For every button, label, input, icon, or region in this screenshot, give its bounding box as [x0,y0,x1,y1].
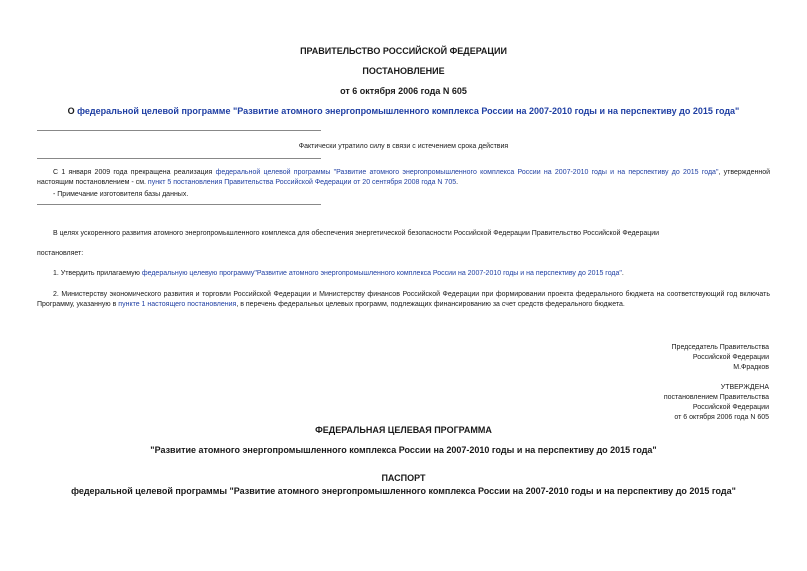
divider [37,204,321,205]
item-2 [37,290,770,310]
program-heading: ФЕДЕРАЛЬНАЯ ЦЕЛЕВАЯ ПРОГРАММА [315,425,492,435]
approval-line: от 6 октября 2006 года N 605 [674,414,769,421]
program-name: "Развитие атомного энергопромышленного комплекса России на 2007-2010 годы и на перспективу до 2015 года" [150,445,657,455]
passport-heading: ПАСПОРТ [381,473,426,483]
signature-line: Российской Федерации [692,354,769,361]
doc-type-heading: ПОСТАНОВЛЕНИЕ [362,66,445,76]
item-2-end: , в перечень федеральных целевых программ, подлежащих финансированию за счет средств федерального бюджета. [236,301,625,308]
date-number: от 6 октября 2006 года N 605 [340,86,467,96]
editor-note-source: - Примечание изготовителя базы данных. [53,191,189,198]
document-title [0,106,807,116]
intro-paragraph: В целях ускоренного развития атомного энергопромышленного комплекса для обеспечения энергетической безопасности Российской Федерации Правительство Российской Федерации [53,230,660,237]
editor-note [37,168,770,188]
passport-subheading: федеральной целевой программы "Развитие атомного энергопромышленного комплекса России на 2007-2010 годы и на перспективу до 2015 года" [71,486,736,496]
editor-note-decree-link[interactable]: пункт 5 постановления Правительства Российской Федерации от 20 сентября 2008 года N 705 [147,179,457,186]
signature-name: М.Фрадков [733,364,769,371]
decrees-word: постановляет: [37,250,84,257]
item-1-program-link[interactable]: федеральную целевую программу"Развитие атомного энергопромышленного комплекса России на 2007-2010 годы и на перспективу до 2015 года" [141,270,622,277]
divider [37,130,321,131]
item-2-text: 2. Министерству экономического развития и торговли Российской Федерации и Министерству финансов Российской Федерации при формировании проекта федерального бюджета на соответствующий год включать Программу, указанную в [37,291,770,308]
status-note: Фактически утратило силу в связи с истечением срока действия [298,143,509,150]
government-heading: ПРАВИТЕЛЬСТВО РОССИЙСКОЙ ФЕДЕРАЦИИ [300,46,507,56]
approval-line: Российской Федерации [692,404,769,411]
divider [37,158,321,159]
signature-line: Председатель Правительства [671,344,769,351]
approval-line: УТВЕРЖДЕНА [720,384,769,391]
editor-note-text: С 1 января 2009 года прекращена реализация [53,169,216,176]
item-1-end: . [621,270,624,277]
item-2-clause-link[interactable]: пункте 1 настоящего постановления [118,301,237,308]
editor-note-text: . [456,179,459,186]
editor-note-program-link[interactable]: федеральной целевой программы "Развитие атомного энергопромышленного комплекса России на 2007-2010 годы и на перспективу до 2015 года" [215,169,719,176]
approval-line: постановлением Правительства [663,394,769,401]
signature-block [569,343,769,373]
editor-note-text: , утвержденной настоящим постановлением - см. [37,169,770,186]
item-1 [53,269,624,279]
approval-block [569,383,769,423]
item-1-text: 1. Утвердить прилагаемую [53,270,142,277]
title-prefix: О [67,106,78,116]
title-link[interactable]: федеральной целевой программе "Развитие атомного энергопромышленного комплекса России на 2007-2010 годы и на перспективу до 2015 года" [77,106,740,116]
